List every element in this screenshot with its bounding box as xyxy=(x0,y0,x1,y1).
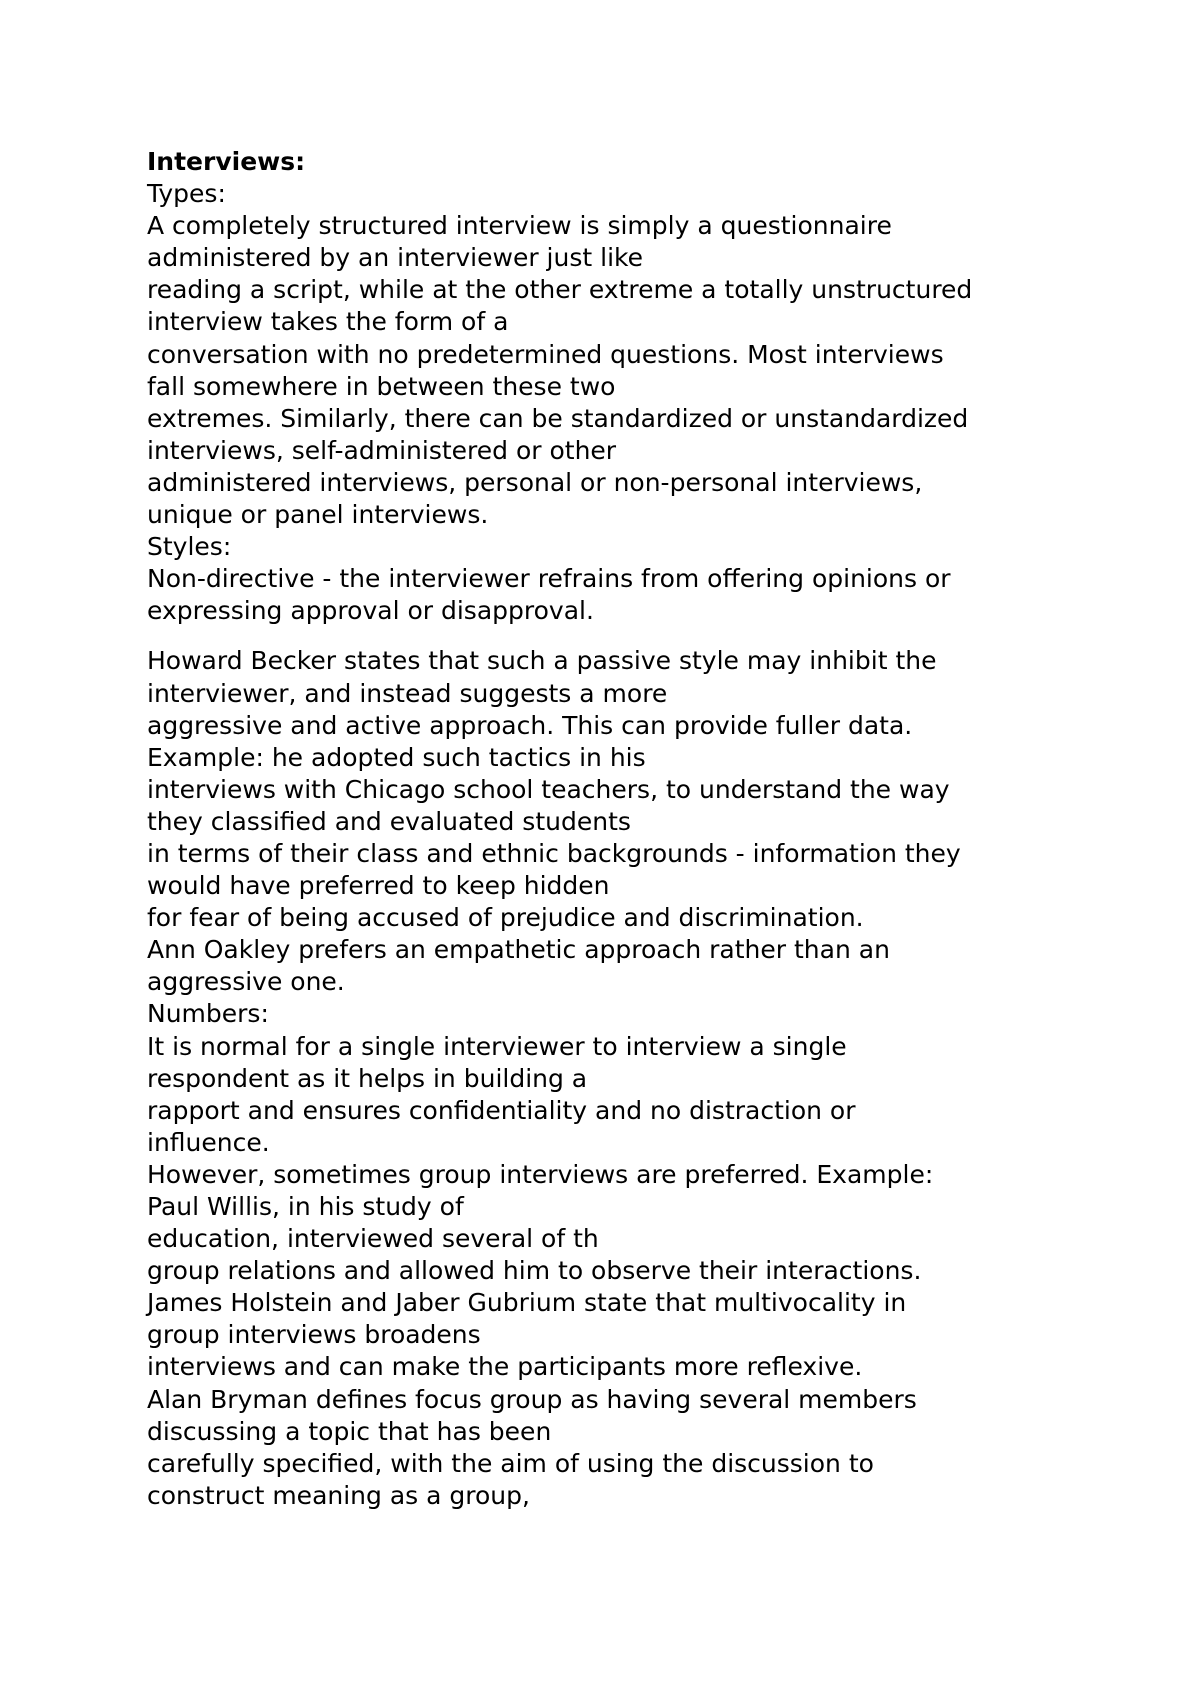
text-line: rapport and ensures confidentiality and no distraction or xyxy=(147,1095,856,1125)
text-line: Howard Becker states that such a passive style may inhibit the xyxy=(147,646,937,676)
text-line: they classified and evaluated students xyxy=(147,806,631,836)
text-line: Paul Willis, in his study of xyxy=(147,1192,464,1221)
text-line: Alan Bryman defines focus group as having several members xyxy=(147,1384,917,1414)
text-line: carefully specified, with the aim of using the discussion to xyxy=(147,1448,874,1478)
text-line: unique or panel interviews. xyxy=(147,500,489,530)
text-line: extremes. Similarly, there can be standardized or unstandardized xyxy=(147,403,969,433)
text-line: aggressive and active approach. This can provide fuller data. xyxy=(147,710,913,740)
text-line: A completely structured interview is simply a questionnaire xyxy=(147,211,892,241)
document-heading: Interviews: xyxy=(147,147,306,176)
text-line: expressing approval or disapproval. xyxy=(147,596,594,626)
text-line: education, interviewed several of th xyxy=(147,1224,599,1254)
text-line: James Holstein and Jaber Gubrium state that multivocality in xyxy=(147,1288,907,1318)
text-line: construct meaning as a group, xyxy=(147,1480,530,1510)
text-line: Types: xyxy=(147,179,226,209)
text-line: influence. xyxy=(147,1127,270,1157)
paragraph-becker-numbers xyxy=(147,645,1097,1512)
text-line: Ann Oakley prefers an empathetic approach rather than an xyxy=(147,935,890,965)
text-line: Example: he adopted such tactics in his xyxy=(147,742,646,772)
text-line: would have preferred to keep hidden xyxy=(147,871,610,901)
text-line: administered by an interviewer just like xyxy=(147,243,643,273)
text-line: respondent as it helps in building a xyxy=(147,1063,588,1093)
text-line: administered interviews, personal or non-personal interviews, xyxy=(147,467,923,497)
text-line: group interviews broadens xyxy=(147,1320,481,1350)
text-line: reading a script, while at the other extreme a totally unstructured xyxy=(147,275,973,305)
text-line: However, sometimes group interviews are preferred. Example: xyxy=(147,1159,934,1189)
paragraph-spacer xyxy=(147,627,1097,645)
text-line: interviewer, and instead suggests a more xyxy=(147,678,668,708)
document-body xyxy=(147,146,1097,1512)
text-line: interview takes the form of a xyxy=(147,307,509,337)
text-line: in terms of their class and ethnic backgrounds - information they xyxy=(147,838,961,868)
text-line: interviews with Chicago school teachers, to understand the way xyxy=(147,774,950,804)
text-line: discussing a topic that has been xyxy=(147,1416,552,1446)
text-line: conversation with no predetermined questions. Most interviews xyxy=(147,339,944,369)
text-line: fall somewhere in between these two xyxy=(147,371,616,401)
text-line: for fear of being accused of prejudice and discrimination. xyxy=(147,903,864,933)
text-line: aggressive one. xyxy=(147,967,345,997)
paragraph-types-styles xyxy=(147,178,1097,627)
text-line: Non-directive - the interviewer refrains from offering opinions or xyxy=(147,564,951,594)
text-line: interviews, self-administered or other xyxy=(147,435,617,465)
text-line: interviews and can make the participants more reflexive. xyxy=(147,1352,863,1382)
text-line: It is normal for a single interviewer to interview a single xyxy=(147,1031,847,1061)
text-line: group relations and allowed him to observe their interactions. xyxy=(147,1256,922,1286)
text-line: Styles: xyxy=(147,532,232,562)
text-line: Numbers: xyxy=(147,999,269,1029)
